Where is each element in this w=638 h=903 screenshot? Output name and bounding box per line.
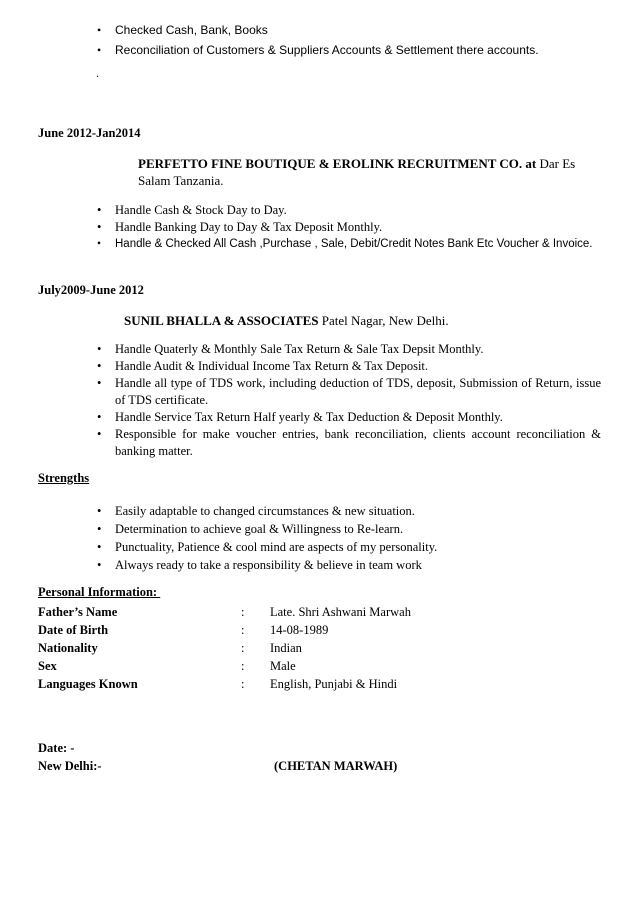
- previous-duties-list: [97, 20, 617, 60]
- table-row: [38, 657, 598, 675]
- table-row: [38, 603, 598, 621]
- field-value: Late. Shri Ashwani Marwah: [270, 605, 411, 619]
- list-item: • Handle Banking Day to Day & Tax Deposit Monthly.: [97, 220, 383, 234]
- field-label: Languages Known: [38, 677, 138, 691]
- field-value: Indian: [270, 641, 302, 655]
- field-value: English, Punjabi & Hindi: [270, 677, 398, 691]
- list-item: • Responsible for make voucher entries, bank reconciliation, clients account reconciliation & banking matter.: [97, 427, 601, 458]
- field-value: Male: [270, 659, 296, 673]
- field-colon: :: [241, 641, 245, 655]
- bullet-icon: •: [97, 220, 102, 234]
- company-location-line2: Salam Tanzania.: [138, 173, 224, 188]
- list-item: • Handle Cash & Stock Day to Day.: [97, 203, 287, 217]
- field-label: Nationality: [38, 641, 98, 655]
- bullet-icon: •: [97, 23, 102, 37]
- list-item: • Checked Cash, Bank, Books: [97, 20, 617, 40]
- field-colon: :: [241, 623, 245, 637]
- bullet-icon: •: [97, 427, 102, 441]
- field-label: Date of Birth: [38, 623, 109, 637]
- bullet-icon: •: [97, 558, 102, 572]
- job-duties-list: [97, 341, 601, 460]
- list-item: • Handle Service Tax Return Half yearly & Tax Deduction & Deposit Monthly.: [97, 410, 503, 424]
- field-colon: :: [241, 677, 245, 691]
- job-period: June 2012-Jan2014: [38, 126, 141, 140]
- field-colon: :: [241, 605, 245, 619]
- list-item: • Handle Audit & Individual Income Tax Return & Tax Deposit.: [97, 359, 429, 373]
- field-label: Sex: [38, 659, 57, 673]
- list-item: • Handle & Checked All Cash ,Purchase , Sale, Debit/Credit Notes Bank Etc Voucher & Invoice.: [97, 236, 607, 253]
- bullet-icon: •: [97, 203, 102, 217]
- job-company: [124, 312, 584, 329]
- company-location: Dar Es: [536, 156, 576, 171]
- table-row: [38, 621, 598, 639]
- signature-name: (CHETAN MARWAH): [274, 759, 398, 773]
- job-duties-list: [97, 202, 607, 253]
- list-item: • Punctuality, Patience & cool mind are aspects of my personality.: [97, 540, 438, 554]
- field-colon: :: [241, 659, 245, 673]
- strengths-list: [97, 502, 607, 574]
- stray-dot: .: [96, 66, 99, 80]
- field-value: 14-08-1989: [270, 623, 329, 637]
- bullet-icon: •: [97, 522, 102, 536]
- bullet-icon: •: [97, 359, 102, 373]
- table-row: [38, 675, 598, 693]
- list-item: • Determination to achieve goal & Willingness to Re-learn.: [97, 522, 404, 536]
- bullet-icon: •: [97, 342, 102, 356]
- job-period: July2009-June 2012: [38, 283, 144, 297]
- bullet-icon: •: [97, 238, 102, 250]
- date-label: Date: -: [38, 741, 75, 755]
- personal-info-heading: Personal Information:: [38, 585, 161, 599]
- job-company: [138, 155, 598, 189]
- company-name: PERFETTO FINE BOUTIQUE & EROLINK RECRUITMENT CO. at: [138, 156, 537, 171]
- list-item: • Handle all type of TDS work, including deduction of TDS, deposit, Submission of Return, issue of TDS certificate.: [97, 376, 601, 407]
- bullet-icon: •: [97, 410, 102, 424]
- list-item: • Easily adaptable to changed circumstances & new situation.: [97, 504, 415, 518]
- bullet-icon: •: [97, 504, 102, 518]
- list-item: • Handle Quaterly & Monthly Sale Tax Return & Sale Tax Depsit Monthly.: [97, 342, 484, 356]
- list-item: • Reconciliation of Customers & Suppliers Accounts & Settlement there accounts.: [97, 40, 617, 60]
- bullet-icon: •: [97, 43, 102, 57]
- strengths-heading: Strengths: [38, 471, 90, 485]
- table-row: [38, 639, 598, 657]
- bullet-icon: •: [97, 540, 102, 554]
- bullet-icon: •: [97, 376, 102, 390]
- place-label: New Delhi:-: [38, 759, 102, 773]
- list-item: • Always ready to take a responsibility & believe in team work: [97, 558, 422, 572]
- company-name: SUNIL BHALLA & ASSOCIATES: [124, 313, 319, 328]
- personal-info-table: [38, 603, 598, 693]
- field-label: Father’s Name: [38, 605, 118, 619]
- company-location: Patel Nagar, New Delhi.: [318, 313, 449, 328]
